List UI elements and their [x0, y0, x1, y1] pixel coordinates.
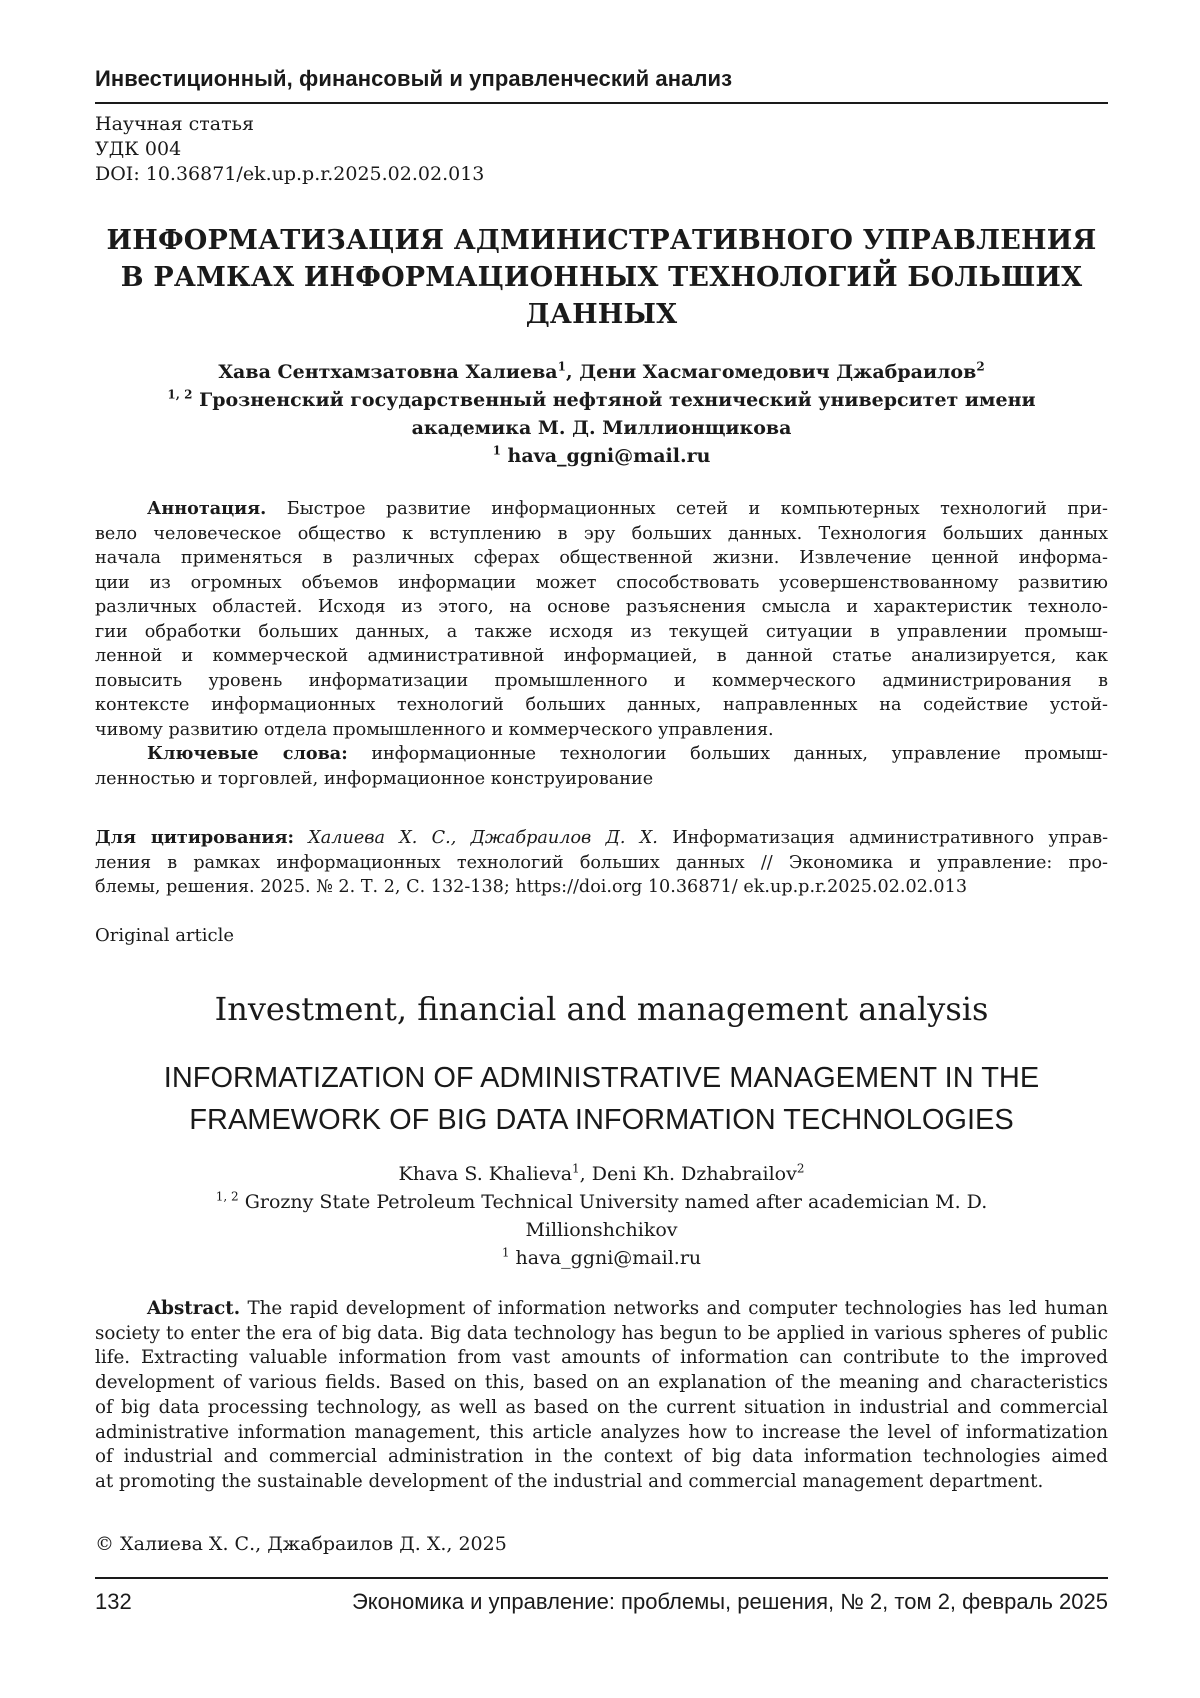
en-title-line: FRAMEWORK OF BIG DATA INFORMATION TECHNOLOGIES	[95, 1099, 1108, 1141]
ru-authors: Хава Сентхамзатовна Халиева1, Дени Хасмагомедович Джабраилов2	[95, 358, 1108, 386]
abstract-line: различных областей. Исходя из этого, на основе разъяснения смысла и характеристик техноло-	[95, 595, 1108, 620]
en-title-line: INFORMATIZATION OF ADMINISTRATIVE MANAGEMENT IN THE	[95, 1057, 1108, 1099]
keywords-line: ленностью и торговлей, информационное конструирование	[95, 767, 1108, 792]
affil-sup: 1, 2	[216, 1190, 239, 1204]
doi[interactable]: DOI: 10.36871/ek.up.p.r.2025.02.02.013	[95, 162, 484, 187]
running-head: Инвестиционный, финансовый и управленческий анализ	[95, 66, 1108, 92]
ru-title-line: ИНФОРМАТИЗАЦИЯ АДМИНИСТРАТИВНОГО УПРАВЛЕНИЯ	[95, 222, 1108, 259]
copyright: © Халиева Х. С., Джабраилов Д. Х., 2025	[95, 1533, 507, 1555]
abstract-line: контексте информационных технологий больших данных, направленных на содействие устой-	[95, 693, 1108, 718]
abstract-line: гии обработки больших данных, а также исходя из текущей ситуации в управлении промыш-	[95, 620, 1108, 645]
affiliation-line: Грозненский государственный нефтяной технический университет имени	[199, 389, 1036, 411]
citation-block	[95, 826, 1108, 900]
keywords-line	[95, 742, 1108, 767]
citation-authors: Халиева Х. С., Джабраилов Д. Х.	[308, 828, 658, 848]
footer-rule	[95, 1577, 1108, 1579]
abstract-line: чивому развитию отдела промышленного и коммерческого управления.	[95, 718, 1108, 743]
keywords-text: информационные технологии больших данных, управление промыш-	[371, 744, 1108, 764]
article-meta	[95, 112, 484, 187]
author-name: Хава Сентхамзатовна Халиева	[218, 361, 557, 383]
abstract-line: of big data processing technology, as well as based on the current situation in industrial and commercial	[95, 1396, 1108, 1421]
ru-email	[95, 442, 1108, 470]
en-authors: Khava S. Khalieva1, Deni Kh. Dzhabrailov2	[95, 1160, 1108, 1188]
affil-sup: 1	[558, 360, 566, 374]
citation-line	[95, 826, 1108, 851]
author-name: Deni Kh. Dzhabrailov	[592, 1163, 797, 1185]
affil-sup: 1	[493, 444, 501, 458]
abstract-line: ции из огромных объемов информации может способствовать усовершенствованному развитию	[95, 571, 1108, 596]
email-link[interactable]: hava_ggni@mail.ru	[516, 1247, 702, 1269]
ru-title-line: ДАННЫХ	[95, 296, 1108, 333]
abstract-line: administrative information management, this article analyzes how to increase the level of informatization	[95, 1421, 1108, 1446]
ru-title-line: В РАМКАХ ИНФОРМАЦИОННЫХ ТЕХНОЛОГИЙ БОЛЬШИХ	[95, 259, 1108, 296]
en-affiliation	[95, 1188, 1108, 1216]
ru-authors-block	[95, 358, 1108, 470]
affil-sup: 2	[976, 360, 984, 374]
affiliation-line: академика М. Д. Миллионщикова	[95, 414, 1108, 442]
en-title	[95, 1057, 1108, 1141]
ru-affiliation	[95, 386, 1108, 414]
affil-sup: 2	[797, 1162, 805, 1176]
paper-page	[95, 0, 1108, 1698]
abstract-line	[95, 497, 1108, 522]
header-rule	[95, 102, 1108, 104]
en-authors-block	[95, 1160, 1108, 1272]
abstract-line: вело человеческое общество к вступлению в эру больших данных. Технология больших данных	[95, 522, 1108, 547]
journal-info: Экономика и управление: проблемы, решения, № 2, том 2, февраль 2025	[352, 1589, 1108, 1615]
citation-line: ления в рамках информационных технологий больших данных // Экономика и управление: про-	[95, 851, 1108, 876]
citation-line: блемы, решения. 2025. № 2. Т. 2, С. 132-138; https://doi.org 10.36871/ ek.up.p.r.2025.02.02.013	[95, 875, 1108, 900]
abstract-line: life. Extracting valuable information from vast amounts of information can contribute to the improved	[95, 1346, 1108, 1371]
ru-abstract	[95, 497, 1108, 791]
affil-sup: 1	[572, 1162, 580, 1176]
en-section-title: Investment, financial and management analysis	[95, 990, 1108, 1028]
abstract-label: Abstract.	[147, 1298, 240, 1319]
abstract-line: of industrial and commercial administration in the context of big data information technologies aimed	[95, 1445, 1108, 1470]
en-abstract	[95, 1297, 1108, 1495]
email-link[interactable]: hava_ggni@mail.ru	[508, 445, 711, 467]
abstract-label: Аннотация.	[147, 498, 266, 519]
udk: УДК 004	[95, 137, 484, 162]
page-number: 132	[95, 1589, 132, 1615]
original-article-label: Original article	[95, 925, 234, 946]
abstract-text: The rapid development of information networks and computer technologies has led human	[247, 1298, 1108, 1319]
abstract-line	[95, 1297, 1108, 1322]
abstract-line: society to enter the era of big data. Big data technology has begun to be applied in various spheres of public	[95, 1322, 1108, 1347]
keywords-label: Ключевые слова:	[147, 743, 348, 764]
citation-text: Информатизация административного управ-	[672, 828, 1108, 848]
abstract-line: development of various fields. Based on this, based on an explanation of the meaning and characteristics	[95, 1371, 1108, 1396]
author-name: Дени Хасмагомедович Джабраилов	[579, 361, 976, 383]
article-type: Научная статья	[95, 112, 484, 137]
affil-sup: 1	[502, 1246, 510, 1260]
ru-title	[95, 222, 1108, 333]
author-name: Khava S. Khalieva	[399, 1163, 573, 1185]
abstract-line: at promoting the sustainable development of the industrial and commercial management department.	[95, 1470, 1108, 1495]
affil-sup: 1, 2	[167, 388, 192, 402]
abstract-line: начала применяться в различных сферах общественной жизни. Извлечение ценной информа-	[95, 546, 1108, 571]
affiliation-line: Grozny State Petroleum Technical University named after academician M. D.	[245, 1191, 988, 1213]
affiliation-line: Millionshchikov	[95, 1216, 1108, 1244]
abstract-text: Быстрое развитие информационных сетей и компьютерных технологий при-	[287, 499, 1108, 519]
citation-label: Для цитирования:	[95, 827, 294, 848]
abstract-line: повысить уровень информатизации промышленного и коммерческого администрирования в	[95, 669, 1108, 694]
en-email	[95, 1244, 1108, 1272]
abstract-line: ленной и коммерческой административной информацией, в данной статье анализируется, как	[95, 644, 1108, 669]
